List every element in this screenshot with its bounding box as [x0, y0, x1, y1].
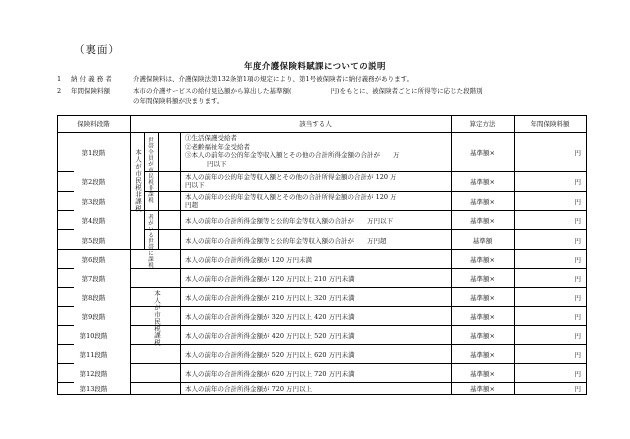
description-cell: 本人の前年の合計所得金額が 120 万円以上 210 万円未満 [185, 275, 355, 283]
back-side-label: （裏面） [74, 44, 120, 56]
description-cell: 本人の前年の合計所得金額が 210 万円以上 320 万円未満 [185, 294, 355, 302]
stage-cell: 第5段階 [81, 237, 106, 245]
yen-cell: 円 [574, 217, 581, 225]
note-payment-obligor [57, 74, 413, 84]
yen-cell: 円 [574, 149, 581, 157]
method-cell: 基準額× [470, 178, 495, 186]
description-cell: 本人の前年の合計所得金額が 420 万円以上 520 万円未満 [185, 332, 355, 340]
header-stage: 保険料段階 [77, 120, 110, 128]
header-annual-premium: 年間保険料額 [530, 120, 570, 128]
description-cell: 本人の前年の公的年金等収入額とその他の合計所得金額の合計が 120 万 円超 [185, 193, 397, 209]
note-number: 2 [57, 87, 62, 95]
method-cell: 基準額× [470, 198, 495, 206]
method-cell: 基準額× [470, 256, 495, 264]
stage1-line: 円以下 [207, 159, 227, 168]
stage-cell: 第1段階 [81, 149, 106, 157]
method-cell: 基準額× [470, 275, 495, 283]
yen-cell: 円 [574, 332, 581, 340]
yen-cell: 円 [574, 198, 581, 206]
group-label-household-taxable: 者がいる世帯に課税 [147, 214, 153, 268]
document-title: 年度介護保険料賦課についての説明 [244, 61, 386, 71]
group-label-taxable: 本人が市民税課税 [153, 290, 161, 346]
method-cell: 基準額× [470, 217, 495, 225]
stage1-line: ①生活保護受給者 [185, 134, 237, 142]
stage-cell: 第9段階 [81, 313, 106, 321]
method-cell: 基準額× [470, 385, 495, 393]
method-cell: 基準額× [470, 370, 495, 378]
stage-cell: 第6段階 [81, 256, 106, 264]
note-text: 介護保険料は、介護保険法第132条第1項の規定により、第1号被保険者に納付義務があります。 [133, 75, 414, 83]
stage-cell: 第4段階 [81, 217, 106, 225]
method-cell: 基準額× [470, 332, 495, 340]
method-cell: 基準額× [470, 313, 495, 321]
note-heading: 納 付 義 務 者 [71, 75, 112, 83]
header-applicable-person: 該当する人 [299, 120, 332, 128]
note-annual-premium [57, 86, 483, 106]
group-label-household-nontaxable: 世帯全員が市民税非課税 [147, 137, 153, 203]
stage-cell: 第3段階 [81, 198, 106, 206]
stage1-line: ②老齢福祉年金受給者 [185, 142, 250, 151]
yen-cell: 円 [574, 351, 581, 359]
group-label-nontaxable: 本人が市民税非課税 [134, 149, 142, 212]
method-cell: 基準額× [470, 149, 495, 157]
stage-cell: 第10段階 [79, 332, 108, 340]
stage-cell: 第11段階 [79, 351, 108, 359]
header-calculation-method: 算定方法 [469, 120, 496, 128]
yen-cell: 円 [574, 385, 581, 393]
yen-cell: 円 [574, 294, 581, 302]
description-cell: 本人の前年の合計所得金額が 320 万円以上 420 万円未満 [185, 313, 355, 321]
yen-cell: 円 [574, 313, 581, 321]
premium-stage-table [57, 115, 587, 395]
yen-cell: 円 [574, 237, 581, 245]
stage-cell: 第13段階 [79, 385, 108, 393]
stage-cell: 第12段階 [79, 370, 108, 378]
description-cell: 本人の前年の合計所得金額が 520 万円以上 620 万円未満 [185, 351, 355, 359]
description-cell: 本人の前年の公的年金等収入額とその他の合計所得金額の合計が 120 万 円以下 [185, 173, 397, 189]
method-cell: 基準額× [470, 351, 495, 359]
description-cell: 本人の前年の合計所得金額が 620 万円以上 720 万円未満 [185, 370, 355, 378]
note-text: 本市の介護サービスの給付見込額から算出した基準額( 円)をもとに、被保険者ごとに所得等に応じた段階別 [133, 87, 483, 95]
stage1-line: ③本人の前年の公的年金等収入額とその他の合計所得金額の合計が 万 [185, 151, 400, 159]
yen-cell: 円 [574, 256, 581, 264]
yen-cell: 円 [574, 370, 581, 378]
stage1-description [185, 134, 400, 168]
note-number: 1 [57, 75, 62, 83]
method-cell: 基準額 [472, 237, 493, 245]
description-cell: 本人の前年の合計所得金額が 120 万円未満 [185, 256, 313, 264]
description-cell: 本人の前年の合計所得金額等と公的年金等収入額の合計が 万円以下 [185, 217, 393, 225]
note-text-continued: の年間保険料額が決まります。 [133, 97, 224, 105]
note-heading: 年間保険料額 [71, 87, 110, 95]
yen-cell: 円 [574, 275, 581, 283]
yen-cell: 円 [574, 178, 581, 186]
stage-cell: 第7段階 [81, 275, 106, 283]
description-cell: 本人の前年の合計所得金額が 720 万円以上 [185, 385, 313, 393]
method-cell: 基準額× [470, 294, 495, 302]
stage-cell: 第2段階 [81, 178, 106, 186]
stage-cell: 第8段階 [81, 294, 106, 302]
description-cell: 本人の前年の合計所得金額等と公的年金等収入額の合計が 万円超 [185, 237, 387, 245]
